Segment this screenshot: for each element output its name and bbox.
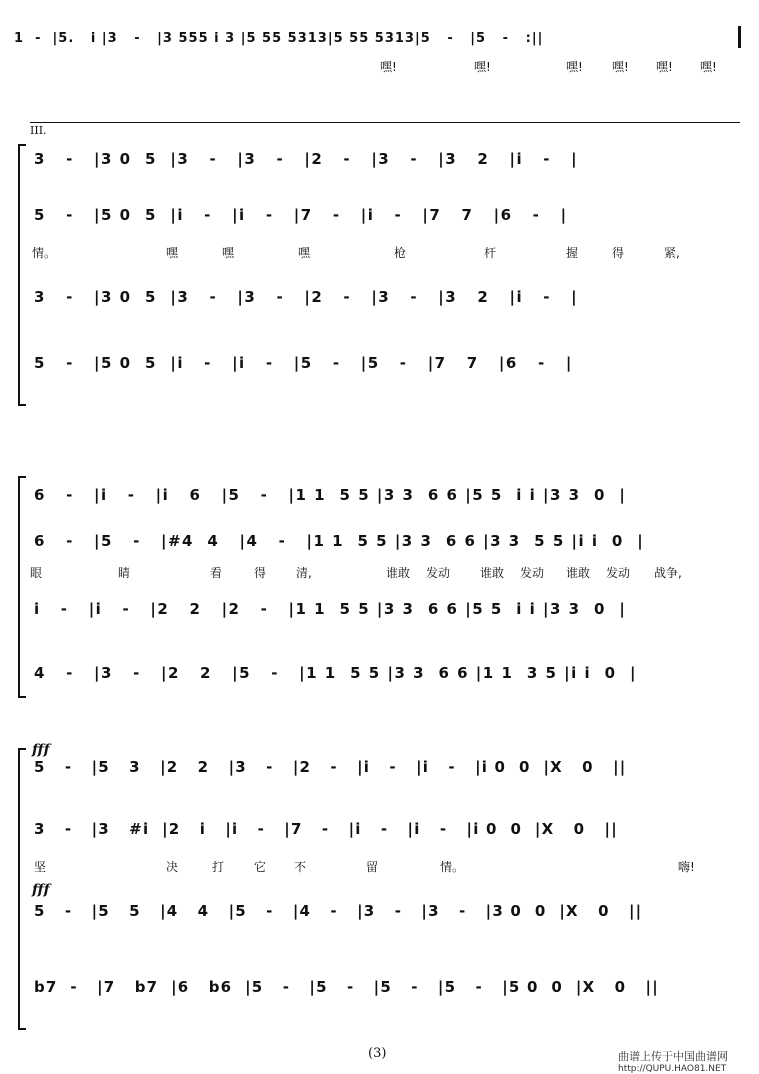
- lyric: 嘿: [298, 246, 311, 260]
- system-3: [0, 470, 759, 702]
- staff-row: [0, 288, 759, 328]
- repeat-end-bar: [738, 26, 741, 48]
- lyric: 它: [254, 860, 267, 874]
- lyric: 坚: [34, 860, 47, 874]
- staff-row: [0, 758, 759, 798]
- lyric: 枪: [394, 246, 407, 260]
- staff-row: [0, 600, 759, 640]
- notes-line: 6 - |5 - |#4 4 |4 - |1 1 5 5 |3 3 6 6 |3 3 5 5 |i i 0 |: [34, 532, 645, 550]
- staff-row: [0, 902, 759, 942]
- lyric: 不: [294, 860, 307, 874]
- notes-line: 6 - |i - |i 6 |5 - |1 1 5 5 |3 3 6 6 |5 5 i i |3 3 0 |: [34, 486, 627, 504]
- notes-line: 5 - |5 3 |2 2 |3 - |2 - |i - |i - |i 0 0 |X 0 ||: [34, 758, 627, 776]
- lyric: 嘿!: [612, 60, 629, 74]
- lyric: 眼: [30, 566, 43, 580]
- system-4: [0, 742, 759, 1032]
- lyric: 发动: [606, 566, 631, 580]
- notes-line: 3 - |3 0 5 |3 - |3 - |2 - |3 - |3 2 |i - |: [34, 150, 579, 168]
- system-2: [0, 138, 759, 408]
- lyric: 谁敢: [386, 566, 411, 580]
- lyric: 嘿!: [380, 60, 397, 74]
- staff-row: [0, 532, 759, 572]
- lyric: 嘿!: [700, 60, 717, 74]
- rehearsal-mark: III.: [30, 124, 47, 137]
- system-1: [0, 18, 759, 78]
- notes-line: 3 - |3 0 5 |3 - |3 - |2 - |3 - |3 2 |i - |: [34, 288, 579, 306]
- lyric: 杆: [484, 246, 497, 260]
- staff-row: [0, 206, 759, 246]
- watermark-line-1: 曲谱上传于中国曲谱网: [618, 1050, 728, 1063]
- lyric: 战争,: [654, 566, 682, 580]
- dynamic-marking: fff: [32, 742, 50, 758]
- lyric: 看: [210, 566, 223, 580]
- staff-row: [0, 354, 759, 394]
- staff-row: [0, 820, 759, 860]
- lyric: 打: [212, 860, 225, 874]
- notes-line: 4 - |3 - |2 2 |5 - |1 1 5 5 |3 3 6 6 |1 1 3 5 |i i 0 |: [34, 664, 637, 682]
- lyric: 留: [366, 860, 379, 874]
- lyric: 睛: [118, 566, 131, 580]
- lyric: 握: [566, 246, 579, 260]
- lyric: 嘿!: [656, 60, 673, 74]
- lyric: 发动: [520, 566, 545, 580]
- page-number: (3): [368, 1046, 387, 1061]
- lyric: 嘿: [222, 246, 235, 260]
- notes-line: b7 - |7 b7 |6 b6 |5 - |5 - |5 - |5 - |5 0 0 |X 0 ||: [34, 978, 659, 996]
- staff-row: [0, 150, 759, 190]
- dynamic-marking: fff: [32, 882, 50, 898]
- notes-line: 5 - |5 0 5 |i - |i - |7 - |i - |7 7 |6 - |: [34, 206, 568, 224]
- notes-line: 5 - |5 0 5 |i - |i - |5 - |5 - |7 7 |6 - |: [34, 354, 573, 372]
- watermark: [618, 1048, 758, 1074]
- lyric: 发动: [426, 566, 451, 580]
- system-divider: [30, 122, 740, 123]
- lyric: 嘿!: [474, 60, 491, 74]
- lyric: 得: [254, 566, 267, 580]
- notes-line: 1 - |5. i |3 - |3 555 i 3 |5 55 5313|5 55 5313|5 - |5 - :||: [14, 31, 544, 46]
- notes-line: 3 - |3 #i |2 i |i - |7 - |i - |i - |i 0 0 |X 0 ||: [34, 820, 618, 838]
- staff-row: [0, 978, 759, 1018]
- lyric: 情。: [32, 246, 57, 260]
- notes-line: i - |i - |2 2 |2 - |1 1 5 5 |3 3 6 6 |5 5 i i |3 3 0 |: [34, 600, 627, 618]
- watermark-line-2: http://QUPU.HAO81.NET: [618, 1064, 727, 1074]
- staff-row: [0, 486, 759, 526]
- lyric: 谁敢: [480, 566, 505, 580]
- lyric: 决: [166, 860, 179, 874]
- lyric: 谁敢: [566, 566, 591, 580]
- lyric: 嗨!: [678, 860, 695, 874]
- staff-row: [0, 664, 759, 704]
- lyric: 紧,: [664, 246, 680, 260]
- lyric: 嘿!: [566, 60, 583, 74]
- notes-line: 5 - |5 5 |4 4 |5 - |4 - |3 - |3 - |3 0 0 |X 0 ||: [34, 902, 643, 920]
- lyric: 清,: [296, 566, 312, 580]
- lyric: 嘿: [166, 246, 179, 260]
- lyric: 得: [612, 246, 625, 260]
- lyric: 情。: [440, 860, 465, 874]
